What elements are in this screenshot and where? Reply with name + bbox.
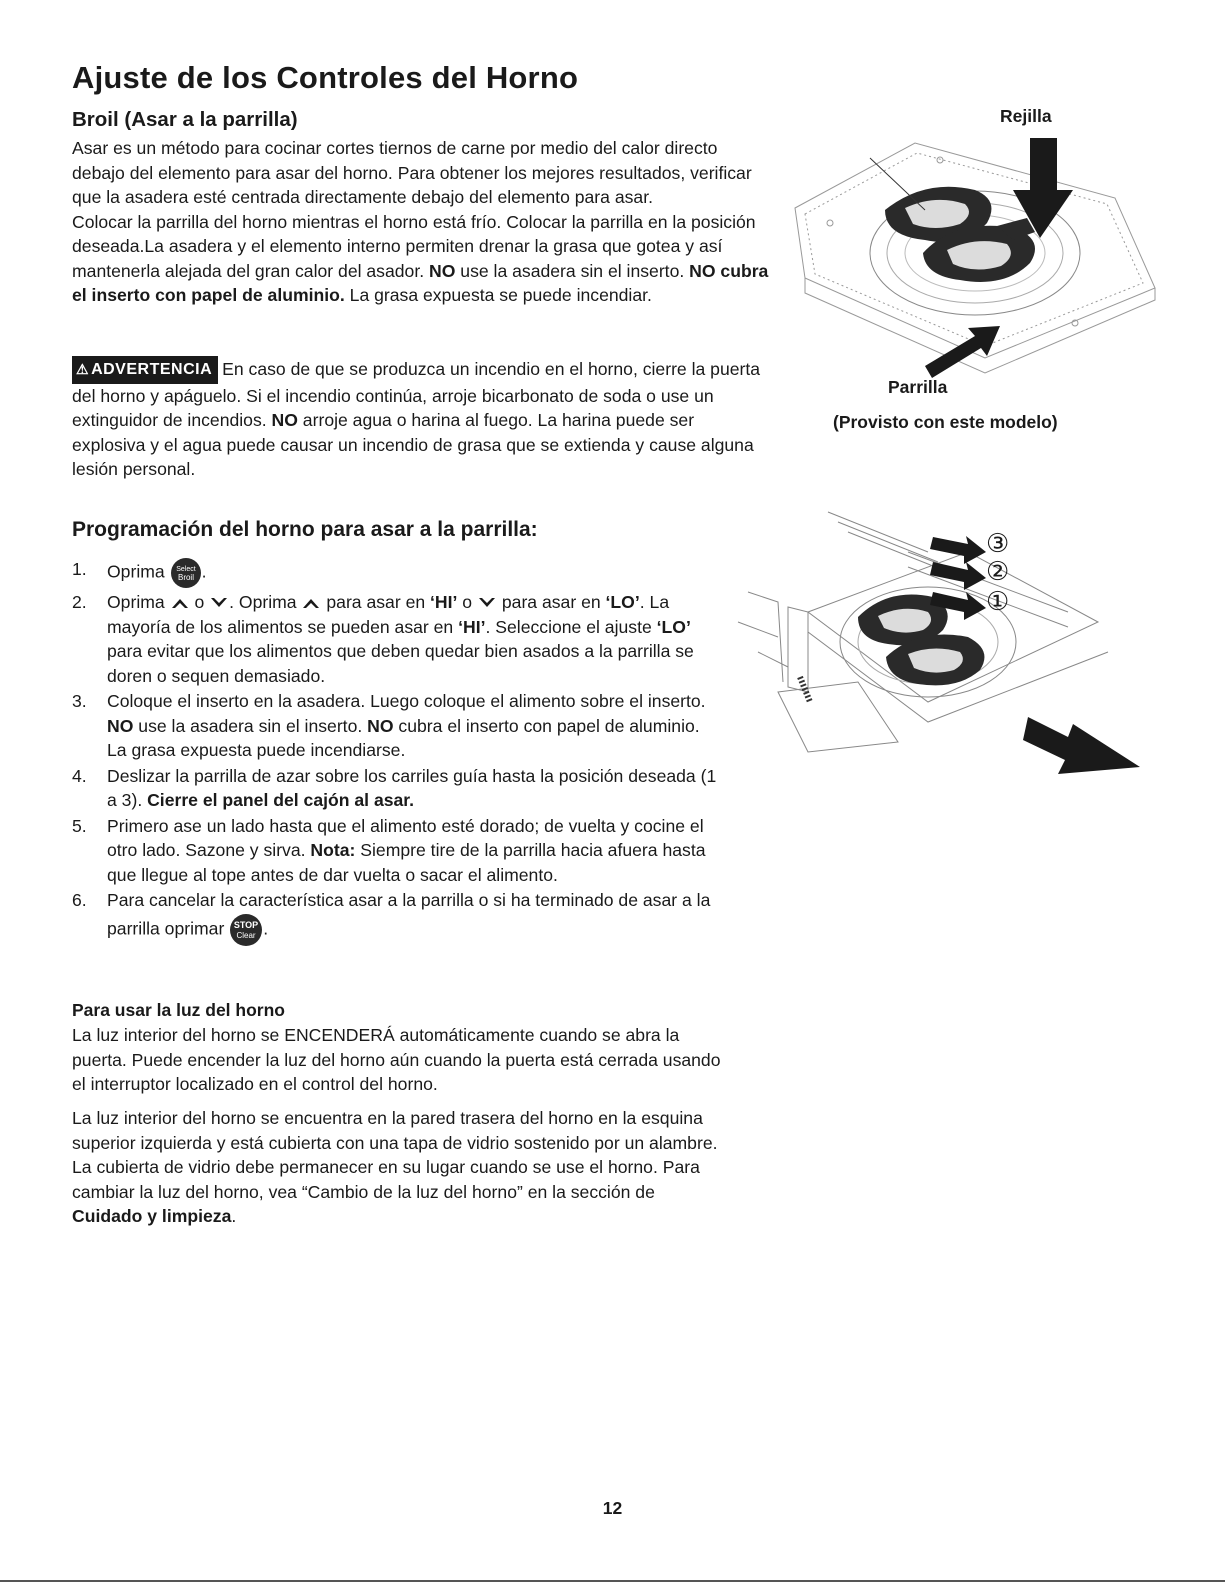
page-number: 12 — [602, 1498, 623, 1518]
figure-caption: (Provisto con este modelo) — [833, 412, 1058, 432]
broil-paragraph: Asar es un método para cocinar cortes tiernos de carne por medio del calor directo debajo del elemento para asar del horno. Para obtener los mejores resultados, verificar que la asadera esté centrada directamente debajo del elemento para asar. Colocar la parrilla del horno mientras el horno está frío. Colocar la parrilla en la posición deseada.La asadera y el elemento interno permiten drenar la grasa que gotea y así mantenerla alejada del gran calor del asador. NO use la asadera sin el inserto. NO cubra el inserto con papel de aluminio. La grasa expuesta se puede incendiar. — [72, 138, 769, 305]
broiler-pan-illustration — [775, 128, 1170, 403]
step-item: 5. Primero ase un lado hasta que el alimento esté dorado; de vuelta y cocine el otro lado. Sazone y sirva. Nota: Siempre tire de la parrilla hacia afuera hasta que llegue al tope antes de dar vuelta o sacar el alimento. — [72, 815, 706, 885]
svg-text:STOP: STOP — [234, 919, 259, 930]
step-number: 5. — [72, 815, 87, 836]
figure-label-parrilla: Parrilla — [888, 377, 948, 397]
bottom-rule — [0, 1580, 1225, 1582]
figure-label-rejilla: Rejilla — [1000, 106, 1052, 126]
step-number: 4. — [72, 765, 87, 786]
warning-text: En caso de que se produzca un incendio en el horno, cierre la puerta del horno y apáguelo. Si el incendio continúa, arroje bicarbonato de soda o use un extinguidor de incendios. NO arroje agua o harina al fuego. La harina puede ser explosiva y el agua puede causar un incendio de grasa que se extienda y cause alguna lesión personal. — [72, 359, 761, 479]
step-item: 4. Deslizar la parrilla de azar sobre los carriles guía hasta la posición deseada (1 a 3). Cierre el panel del cajón al asar. — [72, 765, 717, 810]
section-heading-broil: Broil (Asar a la parrilla) — [72, 108, 298, 131]
section-heading-light: Para usar la luz del horno — [72, 1000, 285, 1020]
light-paragraph-2: La luz interior del horno se encuentra en la pared trasera del horno en la esquina superior izquierda y está cubierta con una tapa de vidrio sostenido por un alambre. La cubierta de vidrio debe permanecer en su lugar cuando se use el horno. Para cambiar la luz del horno, vea “Cambio de la luz del horno” en la sección de Cuidado y limpieza. — [72, 1108, 718, 1226]
rack-position-2: ② — [986, 557, 1010, 587]
rack-position-1: ① — [986, 587, 1010, 617]
step-item: 2. Oprima o . Oprima para asar en ‘HI’ o para asar en ‘LO’. La mayoría de los alimentos se pueden asar en ‘HI’. Seleccione el ajuste ‘LO’ para evitar que los alimentos que deben quedar bien asados a la parrilla se doren o sequen demasiado. — [72, 592, 694, 686]
warning-triangle-icon: ⚠ — [76, 361, 90, 377]
step-item: 3. Coloque el inserto en la asadera. Luego coloque el alimento sobre el inserto. NO use la asadera sin el inserto. NO cubra el inserto con papel de aluminio. La grasa expuesta puede incendiarse. — [72, 691, 706, 760]
step-number: 1. — [72, 559, 87, 579]
step-number: 3. — [72, 691, 87, 711]
svg-text:Broil: Broil — [177, 573, 194, 582]
stop-clear-button-icon — [229, 913, 263, 947]
steps-list — [72, 557, 722, 948]
step-item: 6. Para cancelar la característica asar a la parrilla o si ha terminado de asar a la parrilla oprimar STOP Clear . — [72, 888, 722, 947]
svg-text:Clear: Clear — [236, 930, 256, 940]
down-arrow-icon — [477, 596, 497, 610]
step-number: 2. — [72, 592, 87, 612]
select-broil-button-icon — [170, 557, 202, 589]
light-paragraph-1: La luz interior del horno se ENCENDERÁ automáticamente cuando se abra la puerta. Puede encender la luz del horno aún cuando la puerta está cerrada usando el interruptor localizado en el control del horno. — [72, 1025, 721, 1094]
warning-paragraph — [72, 356, 772, 482]
up-arrow-icon — [301, 596, 321, 610]
rack-position-3: ③ — [986, 529, 1010, 559]
step-number: 6. — [72, 890, 87, 910]
down-arrow-icon — [209, 596, 229, 610]
warning-badge-label: ADVERTENCIA — [91, 361, 213, 378]
section-heading-programming: Programación del horno para asar a la parrilla: — [72, 518, 538, 541]
rack-positions-illustration — [728, 492, 1158, 792]
warning-badge — [72, 356, 218, 384]
step-item: 1. Oprima Select Broil . — [72, 557, 722, 589]
svg-text:Select: Select — [175, 566, 196, 573]
up-arrow-icon — [170, 596, 190, 610]
page-title: Ajuste de los Controles del Horno — [72, 60, 579, 95]
